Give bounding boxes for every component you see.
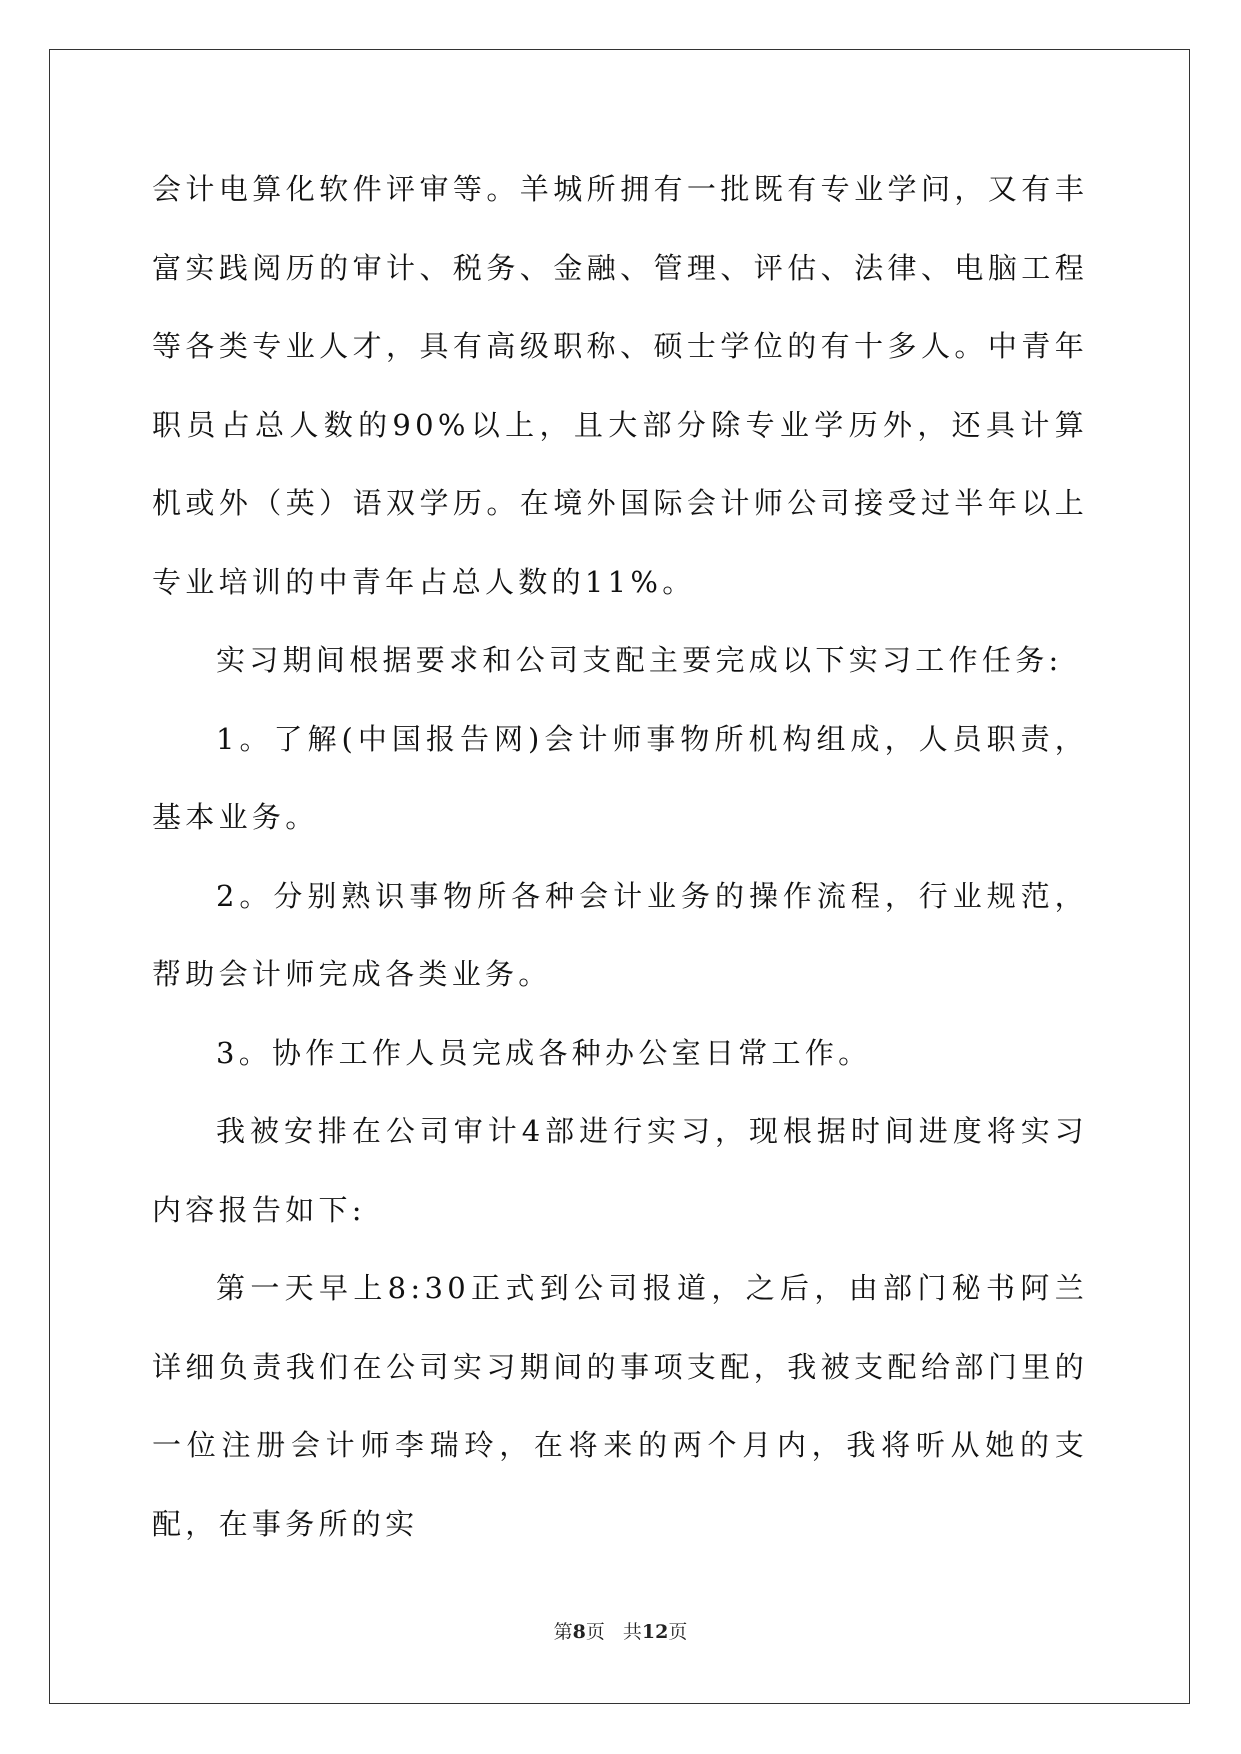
document-body [152,150,1088,1563]
page-prefix: 第 [553,1621,573,1643]
paragraph-6: 我被安排在公司审计4部进行实习，现根据时间进度将实习内容报告如下: [152,1114,1088,1227]
paragraph-3: 1。了解(中国报告网)会计师事物所机构组成，人员职责，基本业务。 [152,721,1088,834]
total-suffix: 页 [668,1621,688,1643]
paragraph-2: 实习期间根据要求和公司支配主要完成以下实习工作任务: [216,643,1063,677]
paragraph-4: 2。分别熟识事物所各种会计业务的操作流程，行业规范，帮助会计师完成各类业务。 [152,878,1088,991]
paragraph-1: 会计电算化软件评审等。羊城所拥有一批既有专业学问，又有丰富实践阅历的审计、税务、金融、管理、评估、法律、电脑工程等各类专业人才，具有高级职称、硕士学位的有十多人。中青年职员占总人数的90%以上，且大部分除专业学历外，还具计算机或外（英）语双学历。在境外国际会计师公司接受过半年以上专业培训的中青年占总人数的11%。 [152,172,1088,599]
page-suffix: 页 [585,1621,605,1643]
paragraph-5: 3。协作工作人员完成各种办公室日常工作。 [216,1035,872,1070]
total-prefix: 共 [622,1621,642,1643]
page-footer [0,1617,1241,1644]
paragraph-7: 第一天早上8:30正式到公司报道，之后，由部门秘书阿兰详细负责我们在公司实习期间的事项支配，我被支配给部门里的一位注册会计师李瑞玲，在将来的两个月内，我将听从她的支配，在事务所的实 [152,1271,1088,1541]
page-number: 8 [572,1621,586,1643]
total-pages: 12 [641,1621,669,1643]
